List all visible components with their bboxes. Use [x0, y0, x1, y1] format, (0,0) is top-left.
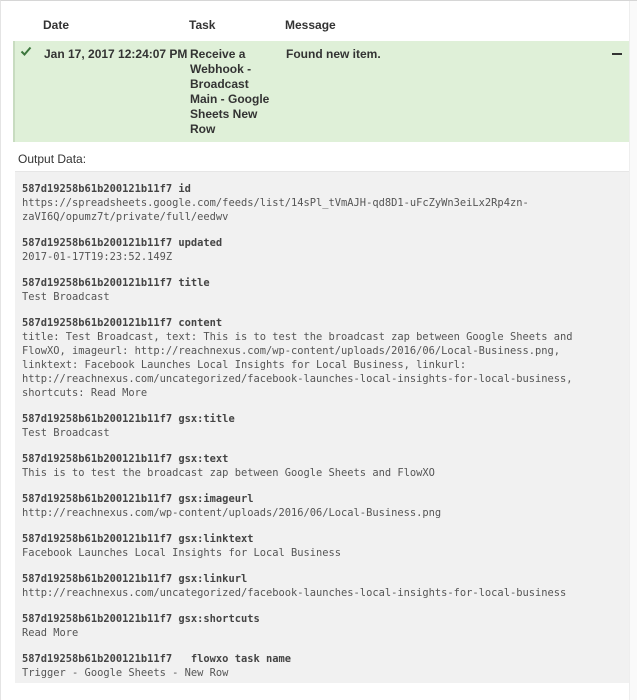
output-entry [22, 276, 623, 304]
log-table-header [1, 1, 630, 41]
output-key: 587d19258b61b200121b11f7 gsx:title [22, 413, 235, 425]
collapse-icon[interactable] [612, 53, 622, 55]
log-row[interactable] [13, 41, 630, 142]
log-task-line: Receive a [190, 47, 246, 61]
column-header-task: Task [189, 18, 216, 32]
log-task-line: Row [190, 122, 216, 136]
output-key: 587d19258b61b200121b11f7 flowxo task name [22, 653, 291, 665]
output-value: 2017-01-17T19:23:52.149Z [22, 251, 173, 263]
log-task-line: Broadcast [190, 77, 249, 91]
output-value: Trigger - Google Sheets - New Row [22, 667, 229, 679]
log-task [190, 47, 280, 137]
output-data-panel [15, 171, 630, 683]
success-check-icon [20, 45, 32, 57]
output-key: 587d19258b61b200121b11f7 content [22, 317, 223, 329]
output-value: title: Test Broadcast, text: This is to test the broadcast zap between Google Sheets and FlowXO, imageurl: http://reachnexus.com/wp-content/uploads/2016/06/Local-Business.png, linktext: Facebook Launches Local Insights for Local Business, linkurl: http://reachnexus.com/uncategorized/facebook-launches-local-insights-for-local-business, shortcuts: Read More [22, 331, 573, 399]
output-value: http://reachnexus.com/uncategorized/facebook-launches-local-insights-for-local-business [22, 587, 567, 599]
output-entry [22, 452, 623, 480]
log-task-line: Main - Google [190, 92, 270, 106]
output-entry [22, 492, 623, 520]
output-value: Facebook Launches Local Insights for Local Business [22, 547, 342, 559]
column-header-message: Message [285, 18, 336, 32]
output-entry [22, 572, 623, 600]
output-key: 587d19258b61b200121b11f7 title [22, 277, 210, 289]
output-entry [22, 652, 623, 680]
log-date: Jan 17, 2017 12:24:07 PM [44, 47, 188, 61]
output-value: This is to test the broadcast zap between Google Sheets and FlowXO [22, 467, 435, 479]
output-value: Test Broadcast [22, 427, 110, 439]
output-key: 587d19258b61b200121b11f7 gsx:linkurl [22, 573, 248, 585]
output-entry [22, 532, 623, 560]
column-header-date: Date [43, 18, 70, 32]
log-task-line: Webhook - [190, 62, 252, 76]
output-entry [22, 182, 623, 224]
output-value: Read More [22, 627, 79, 639]
output-data-title: Output Data: [18, 152, 87, 166]
output-entry [22, 412, 623, 440]
output-value: https://spreadsheets.google.com/feeds/list/14sPl_tVmAJH-qd8D1-uFcZyWn3eiLx2Rp4zn- zaVI6Q/opumz7t/private/full/eedwv [22, 197, 529, 223]
log-message: Found new item. [286, 47, 381, 61]
output-entry [22, 236, 623, 264]
output-value: Test Broadcast [22, 291, 110, 303]
scrollbar[interactable] [629, 1, 637, 700]
output-key: 587d19258b61b200121b11f7 gsx:linktext [22, 533, 254, 545]
output-entry [22, 316, 623, 400]
log-task-line: Sheets New [190, 107, 258, 121]
output-value: http://reachnexus.com/wp-content/uploads/2016/06/Local-Business.png [22, 507, 442, 519]
output-entry [22, 612, 623, 640]
output-key: 587d19258b61b200121b11f7 updated [22, 237, 223, 249]
output-key: 587d19258b61b200121b11f7 gsx:text [22, 453, 229, 465]
output-key: 587d19258b61b200121b11f7 gsx:imageurl [22, 493, 254, 505]
output-key: 587d19258b61b200121b11f7 gsx:shortcuts [22, 613, 260, 625]
output-key: 587d19258b61b200121b11f7 id [22, 183, 191, 195]
